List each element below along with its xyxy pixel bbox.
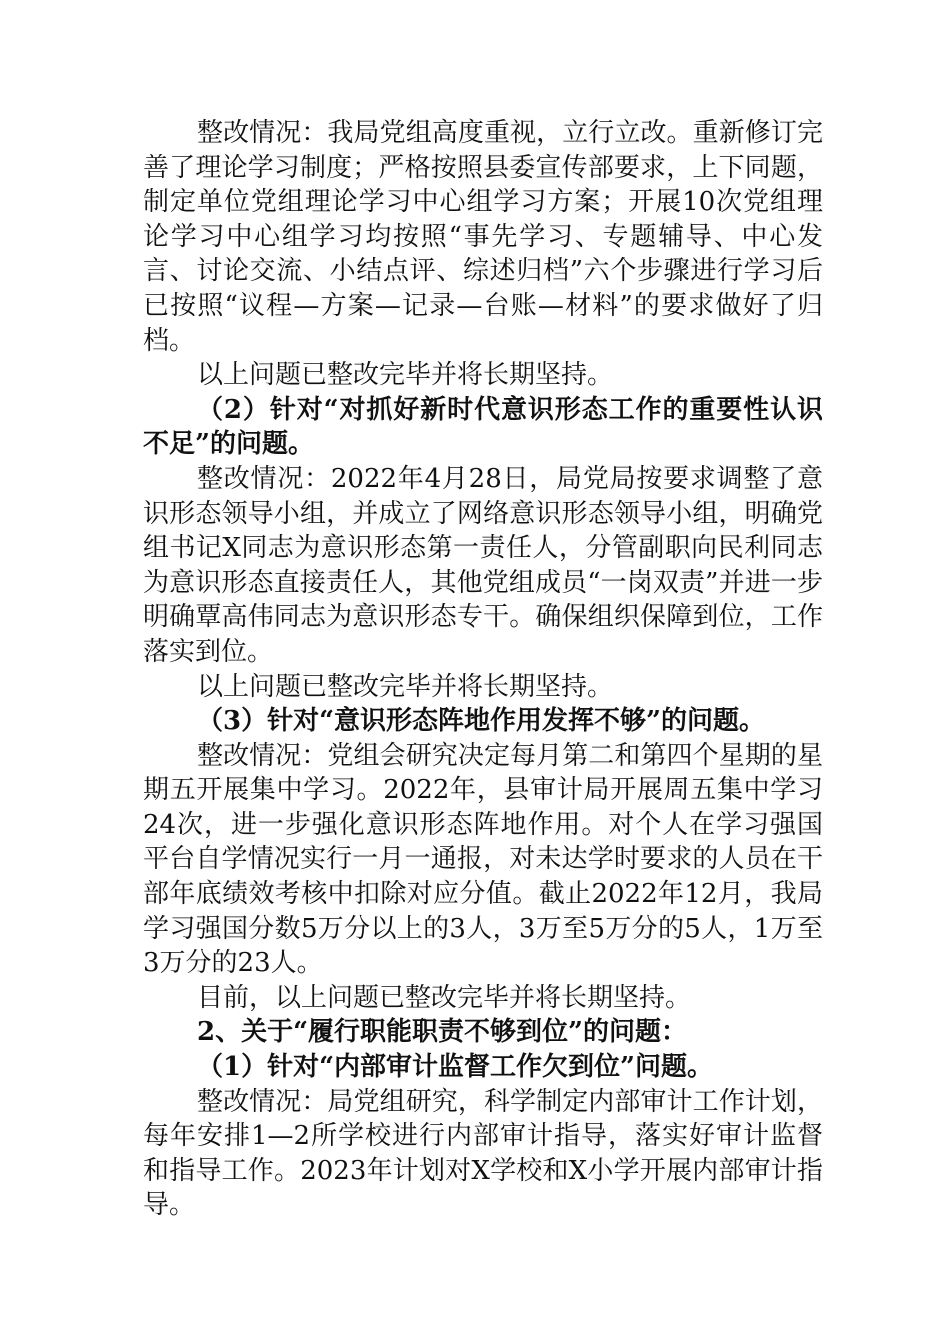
paragraph-rectification-position: 整改情况：党组会研究决定每月第二和第四个星期的星期五开展集中学习。2022年，县审计局开展周五集中学习24次，进一步强化意识形态阵地作用。对个人在学习强国平台自学情况实行一月一通报，对未达学时要求的人员在干部年底绩效考核中扣除对应分值。截止2022年12月，我局学习强国分数5万分以上的3人，3万至5万分的5人，1万至3万分的23人。: [143, 740, 823, 979]
paragraph-completed-1: 以上问题已整改完毕并将长期坚持。: [197, 360, 614, 391]
heading-item-3: （3）针对“意识形态阵地作用发挥不够”的问题。: [197, 706, 766, 737]
heading-section-2-item-1: （1）针对“内部审计监督工作欠到位”问题。: [197, 1052, 714, 1083]
heading-section-2: 2、关于“履行职能职责不够到位”的问题：: [197, 1017, 688, 1048]
document-body: [143, 116, 823, 1223]
heading-item-2: （2）针对“对抓好新时代意识形态工作的重要性认识不足”的问题。: [143, 394, 823, 460]
paragraph-rectification-study: 整改情况：我局党组高度重视，立行立改。重新修订完善了理论学习制度；严格按照县委宣传部要求，上下同题，制定单位党组理论学习中心组学习方案；开展10次党组理论学习中心组学习均按照“事先学习、专题辅导、中心发言、讨论交流、小结点评、综述归档”六个步骤进行学习后已按照“议程—方案—记录—台账—材料”的要求做好了归档。: [143, 118, 823, 356]
paragraph-rectification-audit: 整改情况：局党组研究，科学制定内部审计工作计划，每年安排1—2所学校进行内部审计指导，落实好审计监督和指导工作。2023年计划对X学校和X小学开展内部审计指导。: [143, 1086, 823, 1221]
paragraph-completed-3: 目前，以上问题已整改完毕并将长期坚持。: [197, 982, 692, 1013]
paragraph-rectification-ideology: 整改情况：2022年4月28日，局党局按要求调整了意识形态领导小组，并成立了网络意识形态领导小组，明确党组书记X同志为意识形态第一责任人，分管副职向民利同志为意识形态直接责任人，其他党组成员“一岗双责”并进一步明确覃高伟同志为意识形态专干。确保组织保障到位，工作落实到位。: [143, 463, 823, 667]
paragraph-completed-2: 以上问题已整改完毕并将长期坚持。: [197, 671, 614, 702]
